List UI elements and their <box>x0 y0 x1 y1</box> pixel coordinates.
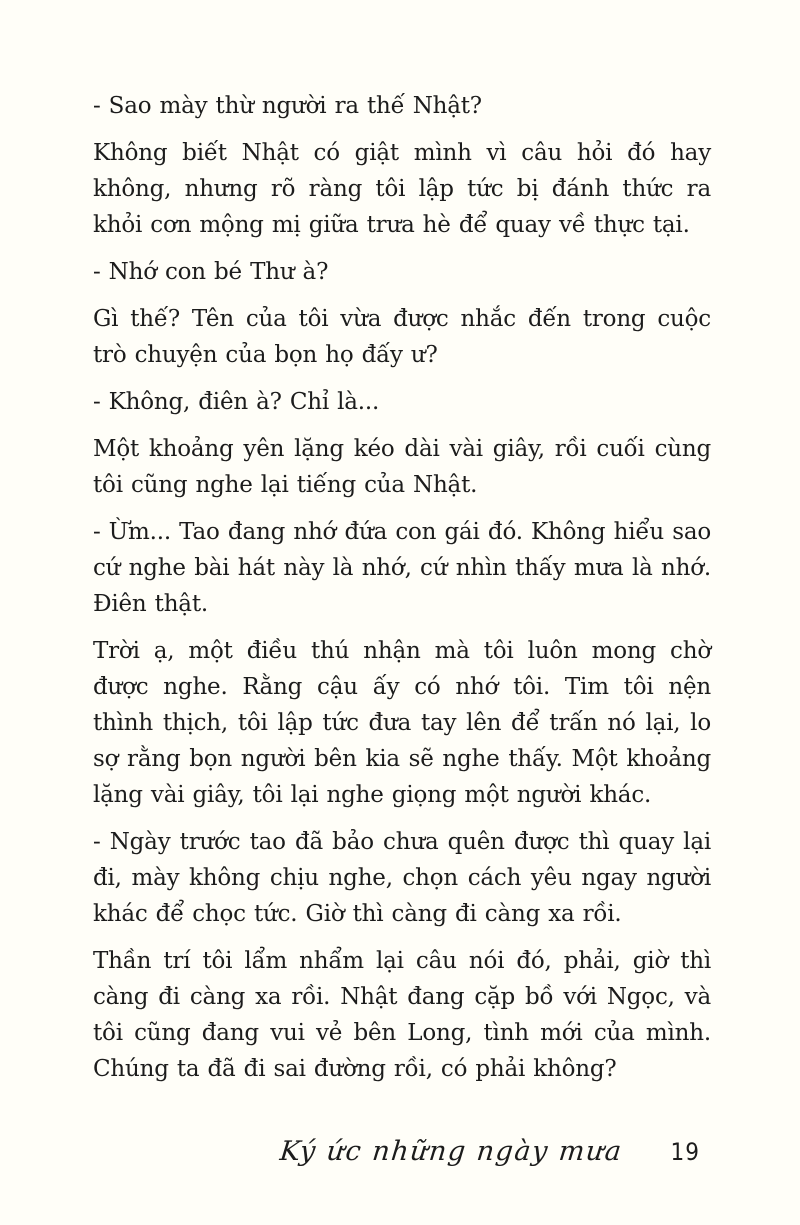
dialogue-line: - Không, điên à? Chỉ là... <box>93 389 380 415</box>
dialogue-line: - Ngày trước tao đã bảo chưa quên được thì quay lại đi, mày không chịu nghe, chọn cách yêu ngay người khác để chọc tức. Giờ thì càng đi càng xa rồi. <box>93 829 711 927</box>
page-footer <box>80 1136 700 1167</box>
dialogue-line: - Nhớ con bé Thư à? <box>93 259 329 285</box>
narration-paragraph: Một khoảng yên lặng kéo dài vài giây, rồi cuối cùng tôi cũng nghe lại tiếng của Nhật. <box>93 436 711 498</box>
narration-paragraph: Không biết Nhật có giật mình vì câu hỏi đó hay không, nhưng rõ ràng tôi lập tức bị đánh thức ra khỏi cơn mộng mị giữa trưa hè để quay về thực tại. <box>93 140 711 238</box>
narration-paragraph: Trời ạ, một điều thú nhận mà tôi luôn mong chờ được nghe. Rằng cậu ấy có nhớ tôi. Tim tôi nện thình thịch, tôi lập tức đưa tay lên để trấn nó lại, lo sợ rằng bọn người bên kia sẽ nghe thấy. Một khoảng lặng vài giây, tôi lại nghe giọng một người khác. <box>93 638 711 808</box>
narration-paragraph: Thần trí tôi lẩm nhẩm lại câu nói đó, phải, giờ thì càng đi càng xa rồi. Nhật đang cặp bồ với Ngọc, và tôi cũng đang vui vẻ bên Long, tình mới của mình. Chúng ta đã đi sai đường rồi, có phải không? <box>93 948 711 1082</box>
dialogue-line: - Ừm... Tao đang nhớ đứa con gái đó. Không hiểu sao cứ nghe bài hát này là nhớ, cứ nhìn thấy mưa là nhớ. Điên thật. <box>93 519 711 617</box>
dialogue-line: - Sao mày thừ người ra thế Nhật? <box>93 93 482 119</box>
running-title: Ký ức những ngày mưa <box>278 1136 625 1167</box>
narration-paragraph: Gì thế? Tên của tôi vừa được nhắc đến trong cuộc trò chuyện của bọn họ đấy ư? <box>93 306 711 368</box>
page-number: 19 <box>670 1138 700 1166</box>
body-text <box>93 88 711 1098</box>
